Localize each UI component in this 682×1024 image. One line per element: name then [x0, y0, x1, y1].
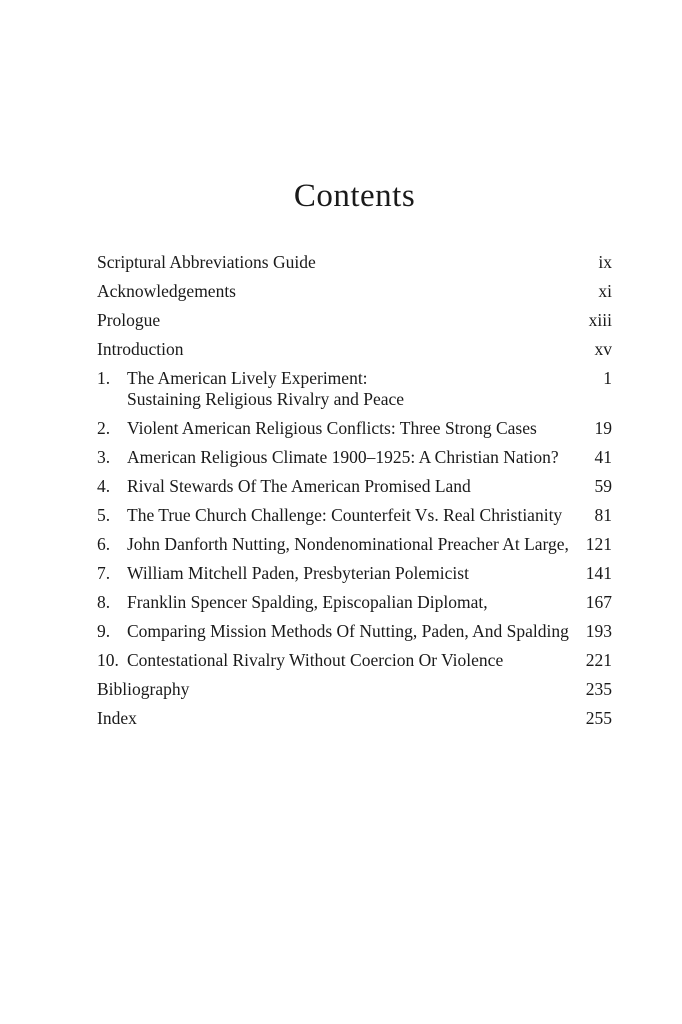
- chapter-number: 5.: [97, 505, 111, 525]
- chapter-title: American Religious Climate 1900–1925: A Christian Nation?: [127, 447, 559, 467]
- toc-entry-page: 193: [585, 621, 612, 641]
- toc-entry-label: Introduction: [97, 339, 184, 359]
- toc-entry-label: Bibliography: [97, 679, 190, 699]
- toc-entry-page: 235: [585, 679, 612, 699]
- chapter-number: 8.: [97, 592, 111, 612]
- toc-row: [97, 621, 612, 642]
- toc-entry-label: Scriptural Abbreviations Guide: [97, 252, 316, 272]
- toc-entry-page: 141: [585, 563, 612, 583]
- chapter-number: 6.: [97, 534, 111, 554]
- toc-row: [97, 368, 612, 410]
- toc-entry-page: 59: [594, 476, 612, 496]
- toc-entry-page: 81: [594, 505, 612, 525]
- toc-row: [97, 339, 612, 360]
- toc-row: [97, 592, 612, 613]
- chapter-title: Comparing Mission Methods Of Nutting, Paden, And Spalding: [127, 621, 569, 641]
- toc-row: [97, 650, 612, 671]
- toc-row: [97, 418, 612, 439]
- toc-entry-page: 221: [585, 650, 612, 670]
- toc-entry-page: 167: [585, 592, 612, 612]
- chapter-number: 10.: [97, 650, 119, 670]
- toc-entry-label: Index: [97, 708, 137, 728]
- chapter-number: 4.: [97, 476, 111, 496]
- chapter-title: The True Church Challenge: Counterfeit Vs. Real Christianity: [127, 505, 563, 525]
- toc-entry-page: 1: [603, 368, 612, 388]
- toc-entry-page: 121: [585, 534, 612, 554]
- toc-entry-page: ix: [598, 252, 612, 272]
- chapter-number: 3.: [97, 447, 111, 467]
- chapter-number: 1.: [97, 368, 111, 388]
- toc-entry-page: xi: [598, 281, 612, 301]
- chapter-title-block: [127, 368, 603, 410]
- toc-entry-page: 255: [585, 708, 612, 728]
- chapter-list: [97, 368, 612, 671]
- toc-row: [97, 252, 612, 273]
- chapter-title: William Mitchell Paden, Presbyterian Polemicist: [127, 563, 469, 583]
- chapter-title: John Danforth Nutting, Nondenominational Preacher At Large,: [127, 534, 569, 554]
- chapter-title: The American Lively Experiment:: [127, 368, 368, 388]
- chapter-number: 9.: [97, 621, 111, 641]
- toc-entry-label: Prologue: [97, 310, 161, 330]
- chapter-number: 7.: [97, 563, 111, 583]
- back-matter-list: [97, 679, 612, 729]
- chapter-title: Franklin Spencer Spalding, Episcopalian Diplomat,: [127, 592, 488, 612]
- page-title: Contents: [293, 178, 416, 214]
- toc-row: [97, 476, 612, 497]
- toc-entry-page: 41: [594, 447, 612, 467]
- toc-row: [97, 563, 612, 584]
- chapter-subtitle: Sustaining Religious Rivalry and Peace: [127, 389, 405, 409]
- toc-row: [97, 708, 612, 729]
- chapter-number: 2.: [97, 418, 111, 438]
- toc-row: [97, 310, 612, 331]
- chapter-title: Violent American Religious Conflicts: Three Strong Cases: [127, 418, 537, 438]
- chapter-title: Contestational Rivalry Without Coercion Or Violence: [127, 650, 504, 670]
- toc-entry-label: Acknowledgements: [97, 281, 236, 301]
- toc-row: [97, 447, 612, 468]
- toc-row: [97, 679, 612, 700]
- toc-row: [97, 505, 612, 526]
- toc-entry-page: 19: [594, 418, 612, 438]
- toc-entry-page: xv: [594, 339, 612, 359]
- toc-entry-page: xiii: [588, 310, 612, 330]
- chapter-title: Rival Stewards Of The American Promised Land: [127, 476, 471, 496]
- toc-row: [97, 281, 612, 302]
- front-matter-list: [97, 252, 612, 360]
- toc-row: [97, 534, 612, 555]
